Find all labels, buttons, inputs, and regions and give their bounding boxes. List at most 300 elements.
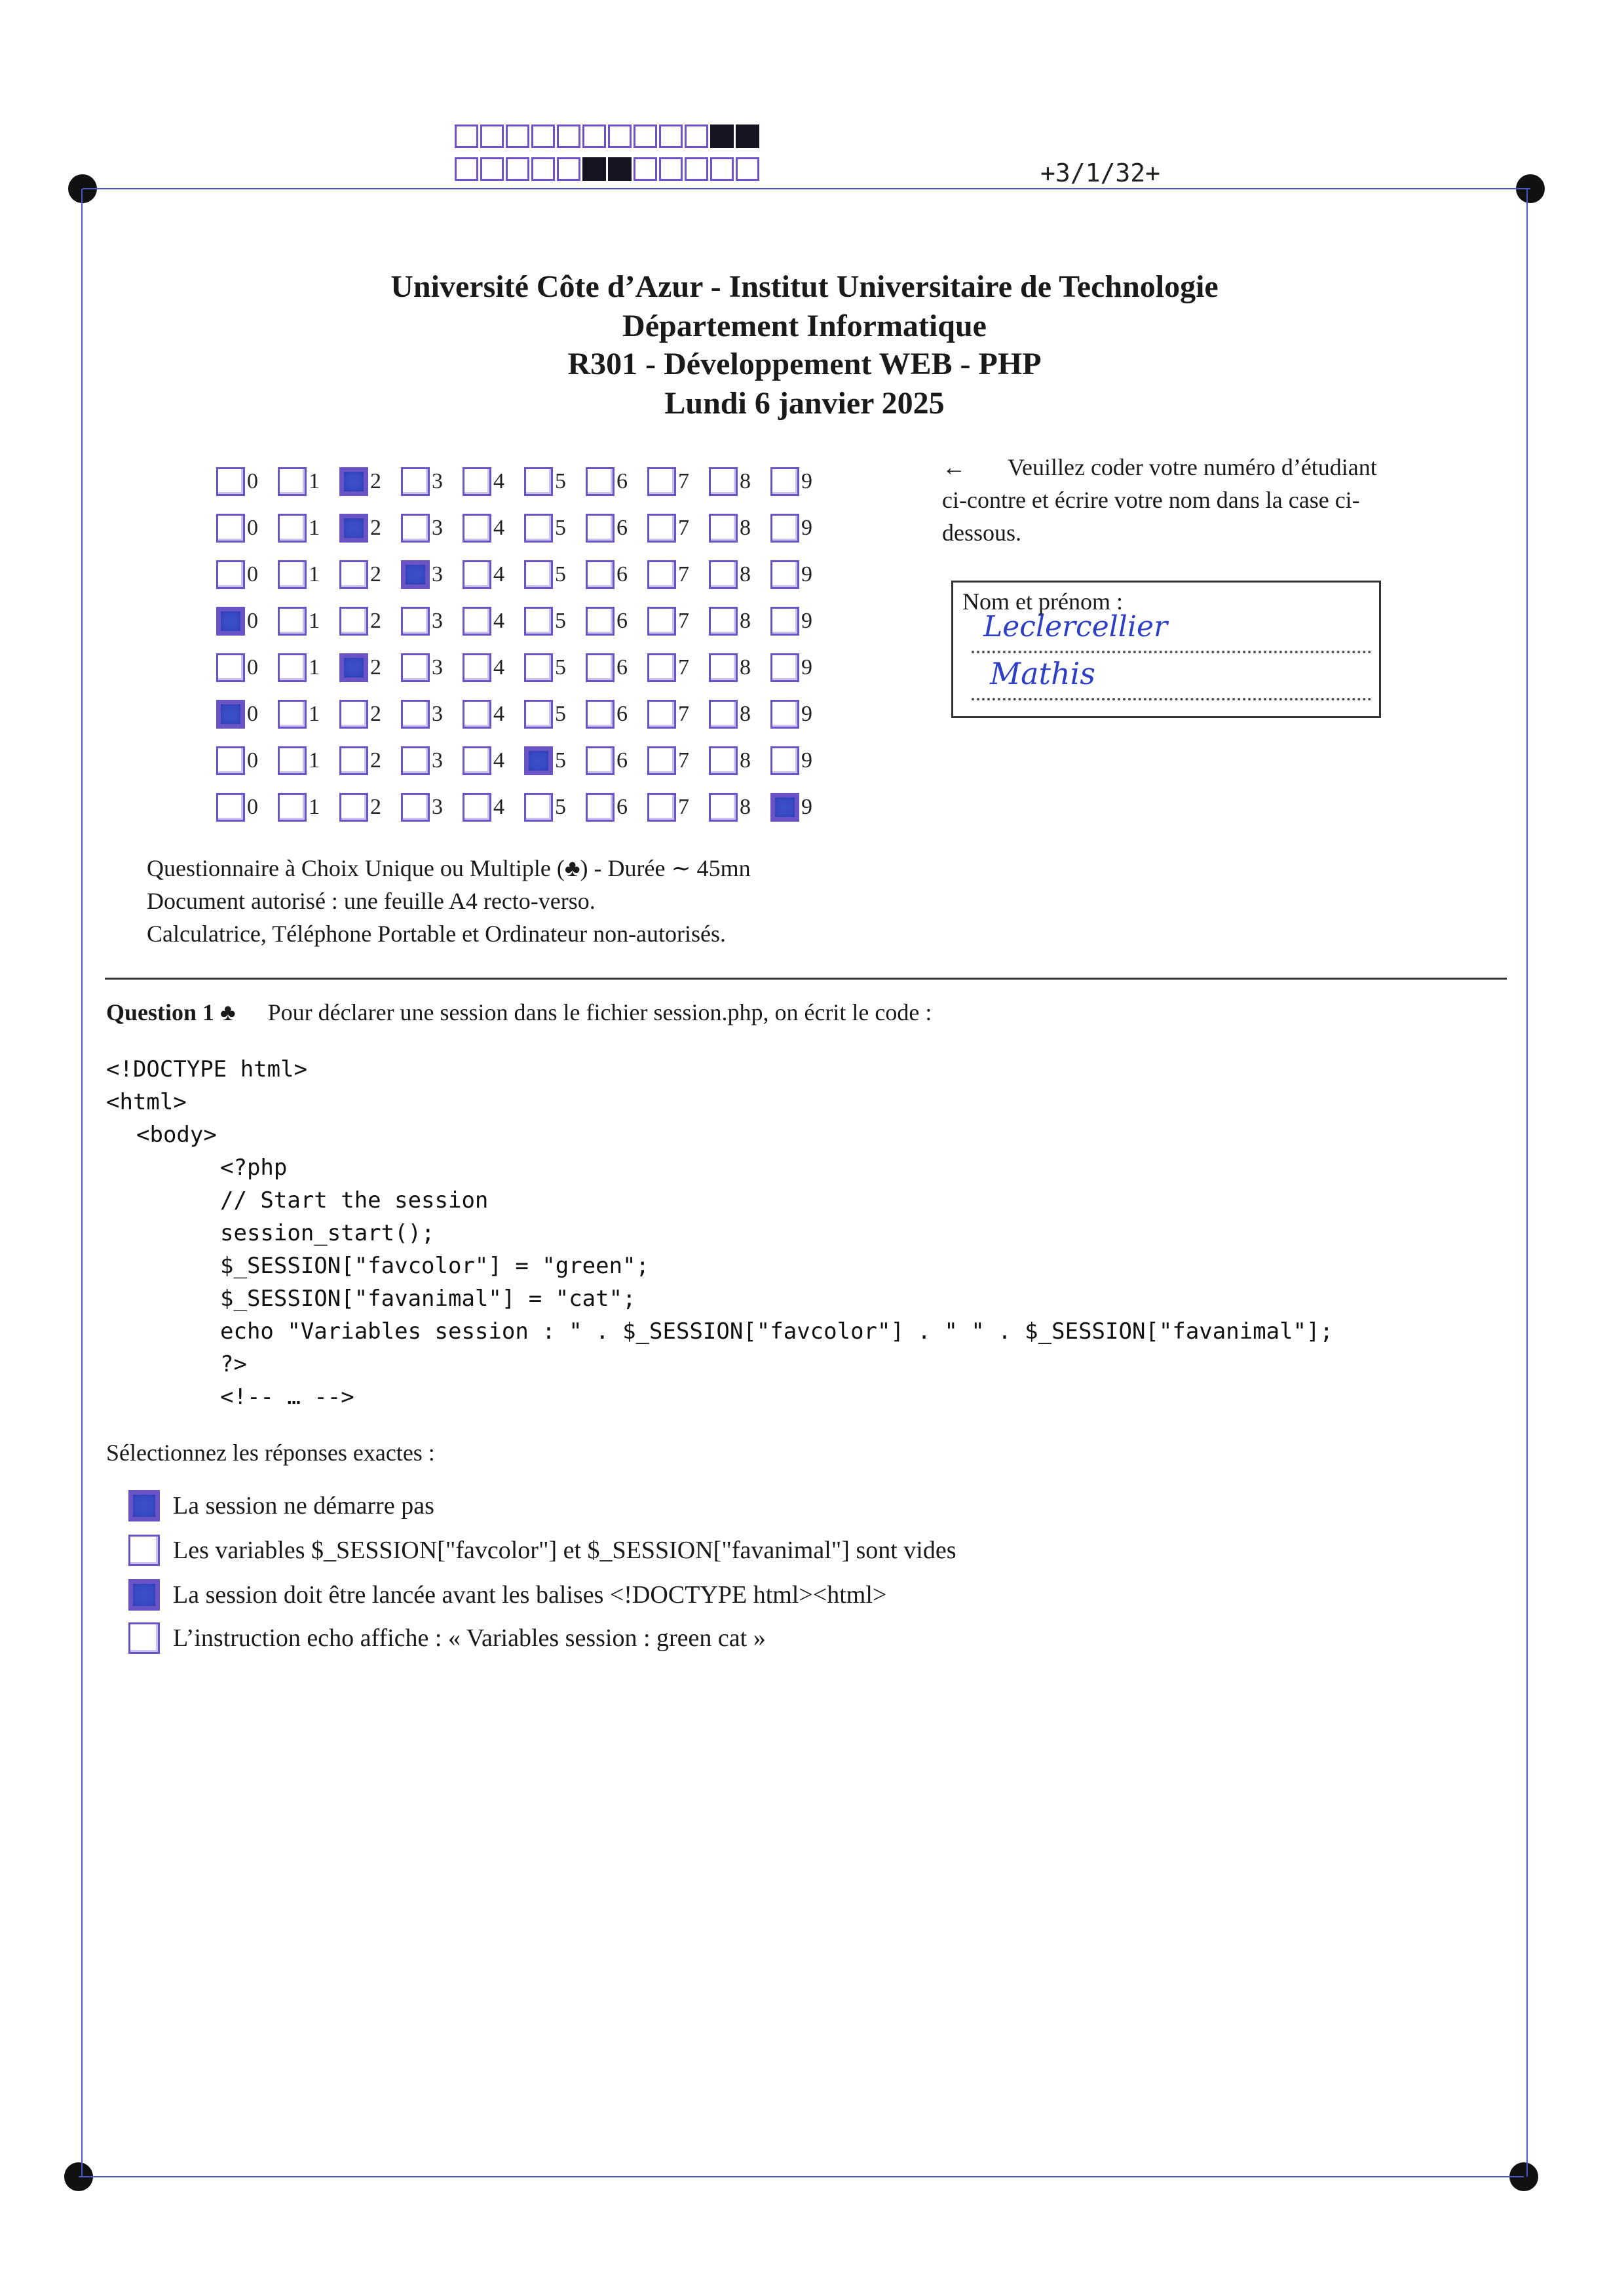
digit-label: 2 bbox=[370, 795, 381, 819]
digit-option[interactable] bbox=[586, 465, 647, 498]
digit-label: 7 bbox=[678, 655, 689, 679]
digit-option[interactable] bbox=[770, 744, 832, 777]
answer-checkbox[interactable] bbox=[128, 1490, 160, 1521]
digit-option[interactable] bbox=[524, 651, 586, 684]
digit-option[interactable] bbox=[463, 791, 524, 824]
digit-checkbox[interactable] bbox=[339, 467, 368, 496]
digit-label: 1 bbox=[309, 469, 320, 493]
barcode-cell bbox=[506, 157, 529, 181]
digit-checkbox[interactable] bbox=[647, 746, 676, 775]
digit-checkbox[interactable] bbox=[647, 514, 676, 543]
digit-option[interactable] bbox=[463, 558, 524, 591]
digit-option[interactable] bbox=[709, 744, 770, 777]
digit-option[interactable] bbox=[586, 558, 647, 591]
digit-option[interactable] bbox=[278, 791, 339, 824]
digit-checkbox[interactable] bbox=[524, 746, 553, 775]
digit-checkbox[interactable] bbox=[770, 607, 799, 636]
answer-checkbox[interactable] bbox=[128, 1579, 160, 1611]
digit-checkbox[interactable] bbox=[524, 467, 553, 496]
barcode-cell bbox=[531, 124, 555, 148]
digit-checkbox[interactable] bbox=[463, 700, 491, 729]
digit-checkbox[interactable] bbox=[709, 793, 738, 822]
digit-label: 9 bbox=[801, 469, 812, 493]
student-number-row bbox=[216, 512, 832, 545]
digit-checkbox[interactable] bbox=[216, 467, 245, 496]
digit-option[interactable] bbox=[339, 605, 401, 638]
code-line: <?php bbox=[220, 1155, 288, 1181]
barcode-cell bbox=[634, 124, 657, 148]
digit-checkbox[interactable] bbox=[586, 793, 615, 822]
digit-checkbox[interactable] bbox=[770, 560, 799, 589]
digit-option[interactable] bbox=[647, 744, 709, 777]
digit-option[interactable] bbox=[647, 558, 709, 591]
header-course: R301 - Développement WEB - PHP bbox=[567, 347, 1042, 381]
digit-option[interactable] bbox=[278, 698, 339, 731]
name-box[interactable] bbox=[951, 581, 1381, 718]
digit-checkbox[interactable] bbox=[401, 746, 430, 775]
instructions-text: Veuillez coder votre numéro d’étudiant ci-contre et écrire votre nom dans la case ci-dessous. bbox=[942, 454, 1377, 546]
digit-label: 9 bbox=[801, 562, 812, 586]
digit-option[interactable] bbox=[709, 651, 770, 684]
exam-info-line-2: Document autorisé : une feuille A4 recto-verso. bbox=[147, 888, 596, 914]
handwritten-first-name: Mathis bbox=[990, 656, 1095, 691]
digit-checkbox[interactable] bbox=[278, 653, 307, 682]
digit-option[interactable] bbox=[709, 698, 770, 731]
digit-option[interactable] bbox=[216, 512, 278, 545]
barcode-cell bbox=[685, 157, 708, 181]
digit-checkbox[interactable] bbox=[463, 560, 491, 589]
code-line: <!DOCTYPE html> bbox=[106, 1056, 308, 1082]
digit-option[interactable] bbox=[463, 651, 524, 684]
answer-checkbox[interactable] bbox=[128, 1622, 160, 1654]
digit-checkbox[interactable] bbox=[770, 793, 799, 822]
code-line: session_start(); bbox=[220, 1220, 435, 1246]
barcode-cell bbox=[608, 124, 632, 148]
digit-checkbox[interactable] bbox=[339, 560, 368, 589]
digit-checkbox[interactable] bbox=[216, 700, 245, 729]
digit-label: 9 bbox=[801, 702, 812, 726]
digit-label: 6 bbox=[616, 702, 628, 726]
digit-option[interactable] bbox=[463, 512, 524, 545]
name-dotted-line-2 bbox=[972, 698, 1371, 700]
digit-label: 4 bbox=[493, 562, 504, 586]
digit-label: 2 bbox=[370, 562, 381, 586]
digit-label: 9 bbox=[801, 609, 812, 633]
digit-option[interactable] bbox=[401, 651, 463, 684]
digit-checkbox[interactable] bbox=[586, 560, 615, 589]
digit-checkbox[interactable] bbox=[709, 514, 738, 543]
digit-label: 8 bbox=[740, 609, 751, 633]
digit-label: 0 bbox=[247, 609, 258, 633]
digit-label: 0 bbox=[247, 795, 258, 819]
digit-option[interactable] bbox=[401, 558, 463, 591]
digit-checkbox[interactable] bbox=[339, 746, 368, 775]
digit-label: 1 bbox=[309, 748, 320, 773]
digit-option[interactable] bbox=[278, 558, 339, 591]
digit-label: 2 bbox=[370, 609, 381, 633]
frame-left bbox=[81, 189, 83, 2177]
digit-label: 0 bbox=[247, 516, 258, 540]
digit-label: 3 bbox=[432, 748, 443, 773]
barcode-cell bbox=[506, 124, 529, 148]
digit-option[interactable] bbox=[647, 698, 709, 731]
digit-option[interactable] bbox=[216, 605, 278, 638]
digit-option[interactable] bbox=[339, 651, 401, 684]
barcode-cell bbox=[455, 124, 478, 148]
code-line: $_SESSION["favanimal"] = "cat"; bbox=[220, 1286, 636, 1312]
barcode-cell bbox=[582, 124, 606, 148]
digit-checkbox[interactable] bbox=[647, 653, 676, 682]
digit-label: 4 bbox=[493, 655, 504, 679]
barcode-cell bbox=[634, 157, 657, 181]
digit-checkbox[interactable] bbox=[463, 746, 491, 775]
answer-text: Les variables $_SESSION["favcolor"] et $_SESSION["favanimal"] sont vides bbox=[173, 1537, 956, 1564]
barcode-cell bbox=[455, 157, 478, 181]
header-department: Département Informatique bbox=[622, 309, 987, 343]
code-line: $_SESSION["favcolor"] = "green"; bbox=[220, 1253, 650, 1279]
question-text: Pour déclarer une session dans le fichier session.php, on écrit le code : bbox=[267, 999, 932, 1025]
code-line: <html> bbox=[106, 1089, 187, 1115]
digit-checkbox[interactable] bbox=[278, 467, 307, 496]
digit-checkbox[interactable] bbox=[524, 653, 553, 682]
digit-label: 3 bbox=[432, 702, 443, 726]
digit-label: 5 bbox=[555, 562, 566, 586]
digit-checkbox[interactable] bbox=[463, 514, 491, 543]
digit-checkbox[interactable] bbox=[586, 700, 615, 729]
digit-option[interactable] bbox=[278, 651, 339, 684]
digit-option[interactable] bbox=[586, 744, 647, 777]
digit-option[interactable] bbox=[586, 698, 647, 731]
digit-option[interactable] bbox=[770, 791, 832, 824]
digit-checkbox[interactable] bbox=[339, 793, 368, 822]
digit-checkbox[interactable] bbox=[278, 560, 307, 589]
digit-checkbox[interactable] bbox=[401, 467, 430, 496]
digit-option[interactable] bbox=[401, 744, 463, 777]
digit-option[interactable] bbox=[647, 465, 709, 498]
digit-option[interactable] bbox=[401, 512, 463, 545]
digit-option[interactable] bbox=[278, 512, 339, 545]
digit-option[interactable] bbox=[278, 465, 339, 498]
barcode-cell bbox=[710, 157, 734, 181]
digit-option[interactable] bbox=[770, 558, 832, 591]
digit-checkbox[interactable] bbox=[278, 514, 307, 543]
digit-option[interactable] bbox=[339, 698, 401, 731]
digit-label: 2 bbox=[370, 655, 381, 679]
digit-checkbox[interactable] bbox=[709, 746, 738, 775]
exam-info-line-3: Calculatrice, Téléphone Portable et Ordinateur non-autorisés. bbox=[147, 921, 727, 947]
digit-checkbox[interactable] bbox=[709, 607, 738, 636]
barcode-cell bbox=[531, 157, 555, 181]
digit-option[interactable] bbox=[339, 465, 401, 498]
digit-checkbox[interactable] bbox=[709, 560, 738, 589]
digit-checkbox[interactable] bbox=[278, 700, 307, 729]
digit-label: 4 bbox=[493, 609, 504, 633]
digit-checkbox[interactable] bbox=[339, 700, 368, 729]
frame-right bbox=[1526, 189, 1528, 2177]
digit-option[interactable] bbox=[339, 791, 401, 824]
digit-checkbox[interactable] bbox=[524, 514, 553, 543]
code-line: // Start the session bbox=[220, 1187, 489, 1214]
digit-checkbox[interactable] bbox=[463, 607, 491, 636]
digit-checkbox[interactable] bbox=[278, 746, 307, 775]
digit-option[interactable] bbox=[216, 651, 278, 684]
digit-option[interactable] bbox=[463, 698, 524, 731]
digit-option[interactable] bbox=[647, 605, 709, 638]
digit-label: 1 bbox=[309, 609, 320, 633]
digit-option[interactable] bbox=[401, 698, 463, 731]
digit-label: 5 bbox=[555, 655, 566, 679]
barcode-row-1 bbox=[455, 124, 761, 148]
digit-option[interactable] bbox=[770, 512, 832, 545]
digit-option[interactable] bbox=[524, 605, 586, 638]
digit-checkbox[interactable] bbox=[524, 560, 553, 589]
digit-checkbox[interactable] bbox=[216, 514, 245, 543]
digit-checkbox[interactable] bbox=[339, 607, 368, 636]
digit-checkbox[interactable] bbox=[647, 793, 676, 822]
digit-label: 4 bbox=[493, 748, 504, 773]
digit-checkbox[interactable] bbox=[586, 746, 615, 775]
digit-label: 1 bbox=[309, 562, 320, 586]
digit-option[interactable] bbox=[463, 605, 524, 638]
digit-checkbox[interactable] bbox=[586, 514, 615, 543]
digit-checkbox[interactable] bbox=[770, 467, 799, 496]
digit-checkbox[interactable] bbox=[463, 793, 491, 822]
digit-label: 8 bbox=[740, 655, 751, 679]
digit-option[interactable] bbox=[524, 512, 586, 545]
digit-option[interactable] bbox=[339, 558, 401, 591]
answer-checkbox[interactable] bbox=[128, 1535, 160, 1566]
digit-checkbox[interactable] bbox=[401, 560, 430, 589]
digit-option[interactable] bbox=[216, 744, 278, 777]
answer-prompt: Sélectionnez les réponses exactes : bbox=[106, 1440, 435, 1466]
answer-text: La session ne démarre pas bbox=[173, 1492, 434, 1520]
digit-checkbox[interactable] bbox=[586, 653, 615, 682]
student-number-row bbox=[216, 558, 832, 591]
digit-option[interactable] bbox=[401, 465, 463, 498]
digit-option[interactable] bbox=[463, 465, 524, 498]
digit-checkbox[interactable] bbox=[709, 653, 738, 682]
student-number-row bbox=[216, 698, 832, 731]
digit-checkbox[interactable] bbox=[401, 653, 430, 682]
digit-option[interactable] bbox=[709, 791, 770, 824]
answer-option[interactable] bbox=[128, 1490, 434, 1521]
digit-option[interactable] bbox=[586, 651, 647, 684]
digit-checkbox[interactable] bbox=[770, 746, 799, 775]
digit-label: 1 bbox=[309, 702, 320, 726]
digit-label: 7 bbox=[678, 702, 689, 726]
digit-checkbox[interactable] bbox=[770, 700, 799, 729]
digit-label: 4 bbox=[493, 516, 504, 540]
digit-checkbox[interactable] bbox=[770, 514, 799, 543]
digit-option[interactable] bbox=[278, 605, 339, 638]
digit-option[interactable] bbox=[524, 558, 586, 591]
digit-option[interactable] bbox=[709, 558, 770, 591]
digit-checkbox[interactable] bbox=[524, 793, 553, 822]
digit-checkbox[interactable] bbox=[278, 793, 307, 822]
answer-option[interactable] bbox=[128, 1535, 956, 1566]
digit-checkbox[interactable] bbox=[647, 700, 676, 729]
frame-bottom bbox=[79, 2176, 1524, 2177]
digit-checkbox[interactable] bbox=[709, 700, 738, 729]
left-arrow-icon: ← bbox=[942, 454, 966, 480]
digit-label: 3 bbox=[432, 795, 443, 819]
digit-label: 5 bbox=[555, 469, 566, 493]
digit-label: 7 bbox=[678, 562, 689, 586]
exam-info-line-1: Questionnaire à Choix Unique ou Multiple (♣) - Durée ∼ 45mn bbox=[147, 855, 751, 881]
digit-label: 1 bbox=[309, 795, 320, 819]
digit-option[interactable] bbox=[770, 651, 832, 684]
digit-option[interactable] bbox=[709, 465, 770, 498]
digit-label: 2 bbox=[370, 702, 381, 726]
digit-checkbox[interactable] bbox=[463, 653, 491, 682]
digit-label: 8 bbox=[740, 748, 751, 773]
separator-rule bbox=[105, 978, 1507, 980]
id-instructions bbox=[942, 451, 1394, 549]
digit-option[interactable] bbox=[770, 698, 832, 731]
digit-checkbox[interactable] bbox=[339, 514, 368, 543]
digit-checkbox[interactable] bbox=[401, 793, 430, 822]
digit-option[interactable] bbox=[524, 791, 586, 824]
code-line: echo "Variables session : " . $_SESSION["favcolor"] . " " . $_SESSION["favanimal"]; bbox=[220, 1318, 1333, 1345]
digit-checkbox[interactable] bbox=[586, 607, 615, 636]
barcode-cell bbox=[608, 157, 632, 181]
barcode-cell bbox=[557, 124, 580, 148]
digit-label: 5 bbox=[555, 702, 566, 726]
answer-text: La session doit être lancée avant les balises <!DOCTYPE html><html> bbox=[173, 1581, 887, 1609]
digit-label: 7 bbox=[678, 795, 689, 819]
digit-checkbox[interactable] bbox=[401, 607, 430, 636]
question-label: Question 1 ♣ bbox=[106, 999, 236, 1025]
digit-label: 5 bbox=[555, 748, 566, 773]
answer-option[interactable] bbox=[128, 1622, 766, 1654]
digit-option[interactable] bbox=[586, 605, 647, 638]
digit-label: 3 bbox=[432, 516, 443, 540]
digit-option[interactable] bbox=[216, 791, 278, 824]
handwritten-last-name: Leclercellier bbox=[983, 610, 1168, 643]
digit-option[interactable] bbox=[278, 744, 339, 777]
digit-label: 0 bbox=[247, 748, 258, 773]
digit-label: 9 bbox=[801, 516, 812, 540]
digit-option[interactable] bbox=[770, 465, 832, 498]
header-date: Lundi 6 janvier 2025 bbox=[664, 386, 945, 421]
digit-checkbox[interactable] bbox=[647, 467, 676, 496]
code-line: <body> bbox=[136, 1122, 217, 1148]
digit-option[interactable] bbox=[647, 791, 709, 824]
digit-checkbox[interactable] bbox=[647, 607, 676, 636]
digit-option[interactable] bbox=[586, 791, 647, 824]
digit-label: 6 bbox=[616, 562, 628, 586]
digit-label: 3 bbox=[432, 655, 443, 679]
digit-label: 7 bbox=[678, 516, 689, 540]
digit-checkbox[interactable] bbox=[216, 746, 245, 775]
code-line: <!-- … --> bbox=[220, 1384, 354, 1410]
question-1-heading bbox=[106, 999, 932, 1026]
name-dotted-line-1 bbox=[972, 651, 1371, 653]
code-line: ?> bbox=[220, 1351, 247, 1377]
name-label: Nom et prénom : bbox=[962, 588, 1123, 615]
digit-label: 4 bbox=[493, 702, 504, 726]
digit-option[interactable] bbox=[216, 558, 278, 591]
student-number-row bbox=[216, 791, 832, 824]
digit-checkbox[interactable] bbox=[216, 793, 245, 822]
digit-checkbox[interactable] bbox=[216, 607, 245, 636]
digit-option[interactable] bbox=[709, 512, 770, 545]
digit-label: 6 bbox=[616, 655, 628, 679]
digit-label: 1 bbox=[309, 516, 320, 540]
digit-label: 6 bbox=[616, 795, 628, 819]
digit-option[interactable] bbox=[647, 651, 709, 684]
digit-label: 0 bbox=[247, 469, 258, 493]
digit-option[interactable] bbox=[401, 605, 463, 638]
digit-option[interactable] bbox=[647, 512, 709, 545]
digit-label: 2 bbox=[370, 516, 381, 540]
barcode-cell bbox=[582, 157, 606, 181]
digit-checkbox[interactable] bbox=[586, 467, 615, 496]
barcode-cell bbox=[659, 157, 683, 181]
digit-label: 4 bbox=[493, 795, 504, 819]
digit-label: 5 bbox=[555, 609, 566, 633]
digit-option[interactable] bbox=[216, 698, 278, 731]
digit-label: 8 bbox=[740, 795, 751, 819]
digit-label: 4 bbox=[493, 469, 504, 493]
digit-label: 8 bbox=[740, 516, 751, 540]
digit-checkbox[interactable] bbox=[463, 467, 491, 496]
digit-checkbox[interactable] bbox=[401, 514, 430, 543]
digit-label: 0 bbox=[247, 562, 258, 586]
digit-checkbox[interactable] bbox=[339, 653, 368, 682]
header-university: Université Côte d’Azur - Institut Universitaire de Technologie bbox=[390, 269, 1219, 304]
digit-checkbox[interactable] bbox=[770, 653, 799, 682]
digit-option[interactable] bbox=[709, 605, 770, 638]
answer-text: L’instruction echo affiche : « Variables session : green cat » bbox=[173, 1624, 766, 1652]
digit-checkbox[interactable] bbox=[401, 700, 430, 729]
digit-label: 9 bbox=[801, 748, 812, 773]
page-reference: +3/1/32+ bbox=[1040, 159, 1161, 187]
digit-checkbox[interactable] bbox=[278, 607, 307, 636]
digit-option[interactable] bbox=[463, 744, 524, 777]
digit-option[interactable] bbox=[339, 512, 401, 545]
digit-option[interactable] bbox=[770, 605, 832, 638]
digit-checkbox[interactable] bbox=[524, 607, 553, 636]
digit-checkbox[interactable] bbox=[709, 467, 738, 496]
digit-checkbox[interactable] bbox=[216, 653, 245, 682]
digit-option[interactable] bbox=[586, 512, 647, 545]
digit-label: 5 bbox=[555, 795, 566, 819]
digit-checkbox[interactable] bbox=[647, 560, 676, 589]
barcode-cell bbox=[480, 124, 504, 148]
digit-label: 8 bbox=[740, 702, 751, 726]
digit-label: 7 bbox=[678, 748, 689, 773]
digit-label: 2 bbox=[370, 748, 381, 773]
digit-option[interactable] bbox=[524, 744, 586, 777]
digit-label: 3 bbox=[432, 562, 443, 586]
digit-label: 8 bbox=[740, 469, 751, 493]
digit-label: 6 bbox=[616, 609, 628, 633]
frame-top bbox=[83, 188, 1530, 189]
digit-option[interactable] bbox=[524, 698, 586, 731]
digit-checkbox[interactable] bbox=[524, 700, 553, 729]
digit-checkbox[interactable] bbox=[216, 560, 245, 589]
digit-option[interactable] bbox=[524, 465, 586, 498]
digit-option[interactable] bbox=[216, 465, 278, 498]
answer-option[interactable] bbox=[128, 1579, 886, 1611]
barcode-cell bbox=[557, 157, 580, 181]
digit-label: 7 bbox=[678, 469, 689, 493]
digit-label: 0 bbox=[247, 702, 258, 726]
digit-option[interactable] bbox=[339, 744, 401, 777]
digit-option[interactable] bbox=[401, 791, 463, 824]
digit-label: 3 bbox=[432, 469, 443, 493]
